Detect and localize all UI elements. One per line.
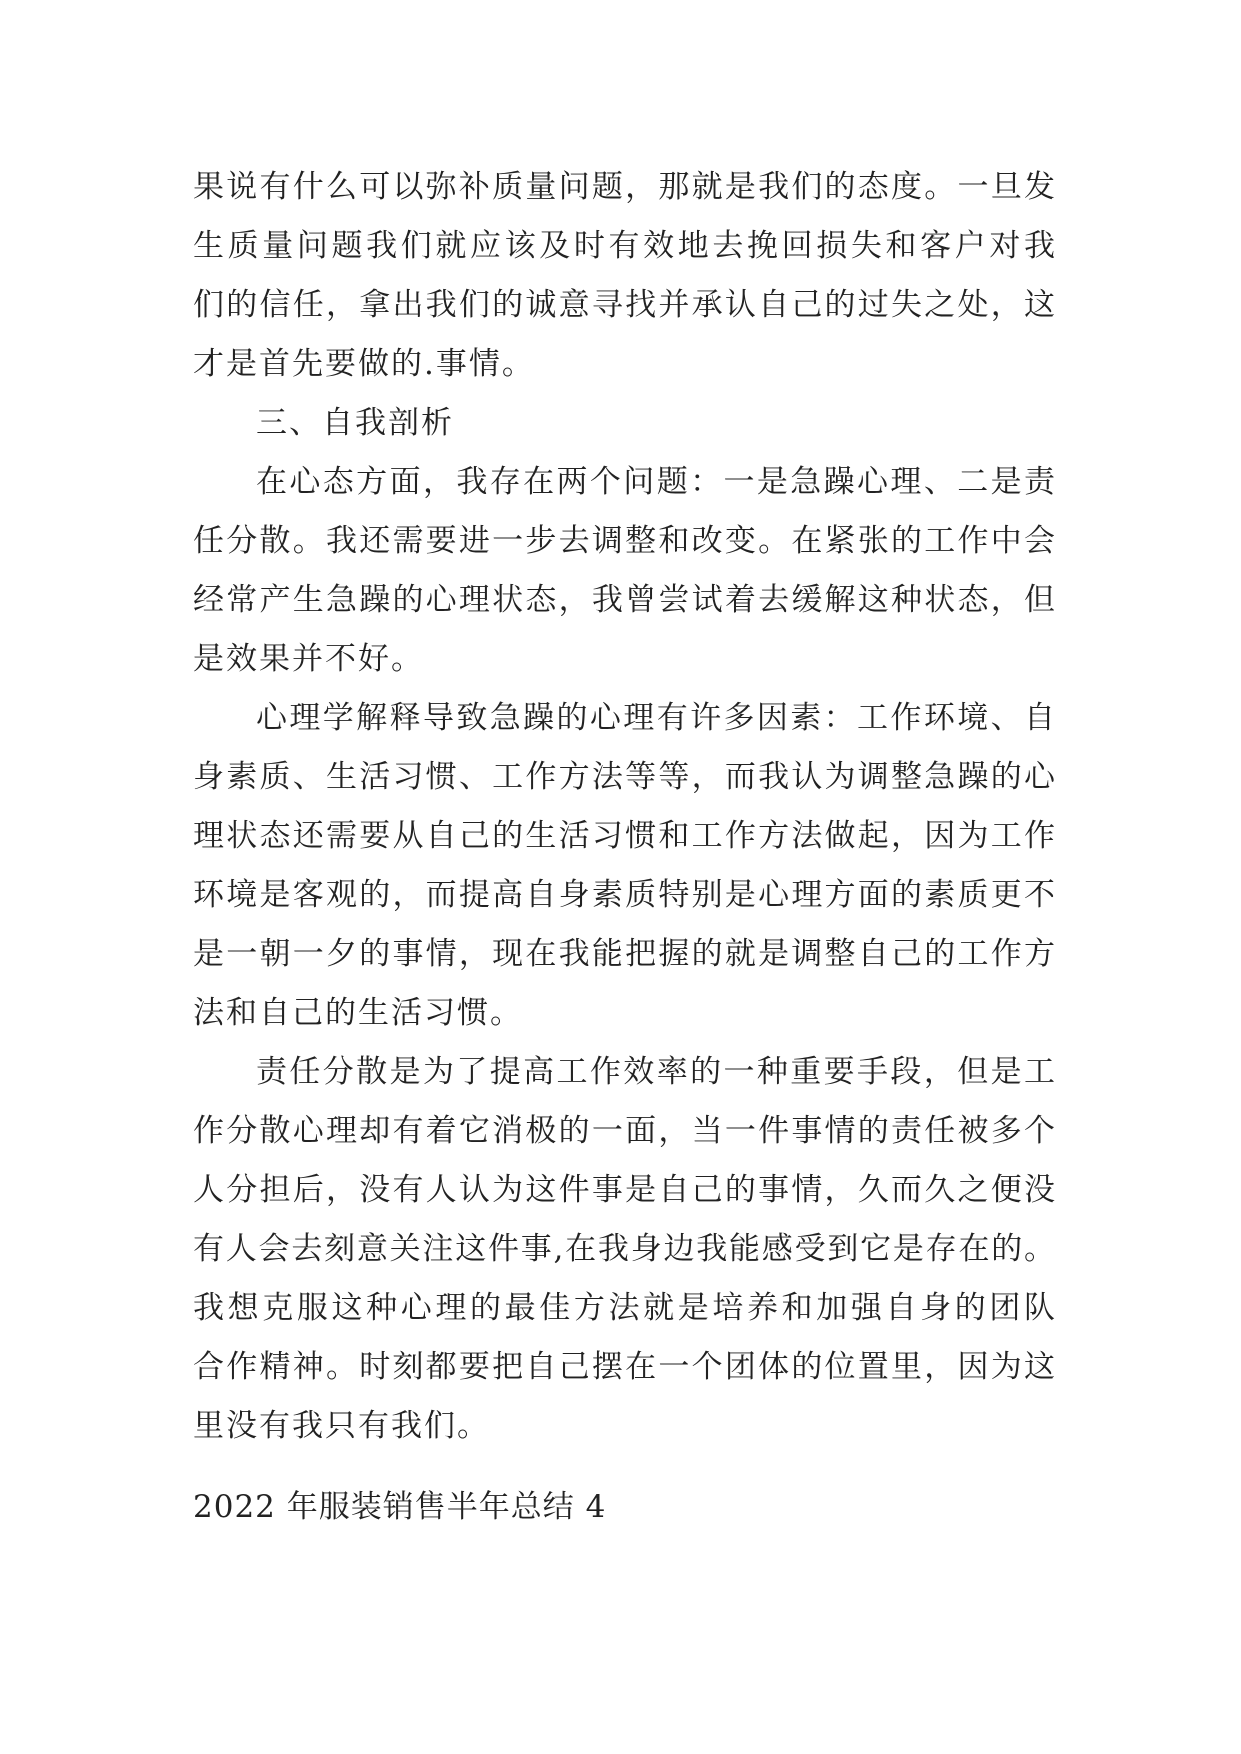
paragraph-line: 人分担后，没有人认为这件事是自己的事情，久而久之便没 (193, 1172, 1055, 1208)
paragraph-line: 我想克服这种心理的最佳方法就是培养和加强自身的团队 (193, 1290, 1055, 1326)
paragraph-line: 作分散心理却有着它消极的一面，当一件事情的责任被多个 (193, 1113, 1055, 1149)
section-title: 2022 年服装销售半年总结 4 (193, 1489, 607, 1525)
paragraph-line: 在心态方面，我存在两个问题：一是急躁心理、二是责 (256, 464, 1055, 500)
paragraph-line: 有人会去刻意关注这件事,在我身边我能感受到它是存在的。 (193, 1231, 1055, 1267)
paragraph-line: 是效果并不好。 (193, 641, 424, 677)
paragraph-line: 经常产生急躁的心理状态，我曾尝试着去缓解这种状态，但 (193, 582, 1055, 618)
paragraph-line: 法和自己的生活习惯。 (193, 995, 523, 1031)
paragraph-line: 们的信任，拿出我们的诚意寻找并承认自己的过失之处，这 (193, 287, 1055, 323)
subsection-heading: 三、自我剖析 (256, 405, 454, 441)
paragraph-line: 果说有什么可以弥补质量问题，那就是我们的态度。一旦发 (193, 169, 1055, 205)
paragraph-line: 理状态还需要从自己的生活习惯和工作方法做起，因为工作 (193, 818, 1055, 854)
paragraph-line: 才是首先要做的.事情。 (193, 346, 535, 382)
body-text (193, 158, 1055, 1456)
paragraph-line: 合作精神。时刻都要把自己摆在一个团体的位置里，因为这 (193, 1349, 1055, 1385)
paragraph-line: 责任分散是为了提高工作效率的一种重要手段，但是工 (256, 1054, 1055, 1090)
paragraph-line: 环境是客观的，而提高自身素质特别是心理方面的素质更不 (193, 877, 1055, 913)
paragraph-line: 身素质、生活习惯、工作方法等等，而我认为调整急躁的心 (193, 759, 1055, 795)
paragraph-line: 任分散。我还需要进一步去调整和改变。在紧张的工作中会 (193, 523, 1055, 559)
paragraph-line: 里没有我只有我们。 (193, 1408, 490, 1444)
paragraph-line: 心理学解释导致急躁的心理有许多因素：工作环境、自 (256, 700, 1055, 736)
paragraph-line: 是一朝一夕的事情，现在我能把握的就是调整自己的工作方 (193, 936, 1055, 972)
paragraph-line: 生质量问题我们就应该及时有效地去挽回损失和客户对我 (193, 228, 1055, 264)
